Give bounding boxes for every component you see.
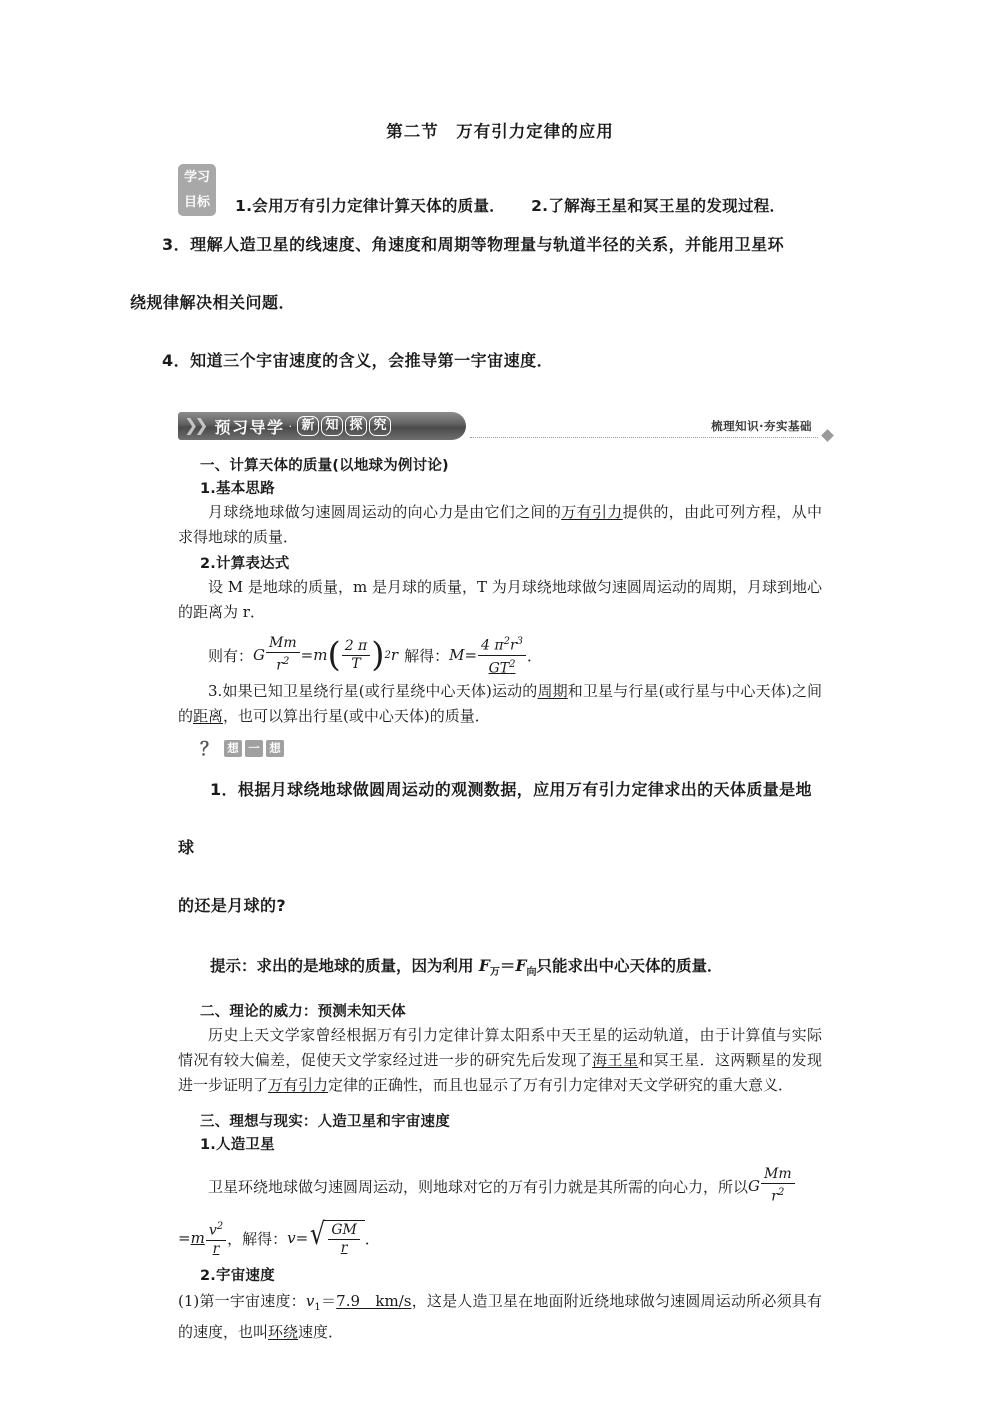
radical-content: [325, 1220, 365, 1256]
section2-para: [178, 1023, 822, 1098]
hint-F-gravity-sub: 万: [489, 967, 500, 979]
hint-equals: ＝: [499, 957, 516, 975]
GM-numerator: GM: [328, 1223, 360, 1240]
section2-heading: 二、理论的威力：预测未知天体: [200, 1004, 406, 1021]
result-numerator: [478, 634, 526, 656]
fill-blank-distance: 距离: [193, 707, 224, 725]
result-num-r: r: [509, 637, 517, 654]
section1-item3-b: 和卫星与行星(或行星与中心天: [567, 682, 771, 700]
den-r: r: [276, 657, 283, 674]
badge-line-2: 目标: [183, 195, 210, 210]
section-banner-bar: [178, 412, 466, 440]
section1-item3: [178, 679, 822, 729]
hint-line: [178, 951, 822, 988]
objective-item-3-continued: 绕规律解决相关问题．: [130, 293, 296, 312]
section1-item3-a: 3.如果已知卫星绕行星(或行星绕中心天体)运动的: [208, 682, 538, 700]
learning-objectives-block: [130, 164, 870, 216]
sat-den-r-exp: 2: [777, 1187, 785, 1199]
formula-M: M: [449, 646, 465, 664]
diamond-icon: [821, 429, 834, 442]
sat-equals-2: =: [295, 1229, 309, 1248]
cosmic-b: ，这是人造卫星在地面附近绕地球做匀速圆周运动所必须具: [411, 1292, 807, 1311]
page-title: 第二节 万有引力定律的应用: [386, 122, 614, 141]
banner-boxed-chars: [297, 416, 391, 436]
cosmic-c: 有的速度，也叫: [178, 1292, 822, 1342]
sat-fraction-num: Mm: [761, 1167, 795, 1184]
left-paren: (: [327, 635, 341, 675]
section1-para1: [178, 500, 822, 550]
sat-fraction-den: [761, 1184, 795, 1205]
v-symbol: v: [208, 1222, 217, 1239]
formula-mass-of-earth: [178, 633, 822, 677]
fraction-2pi-over-T: [342, 639, 371, 672]
fraction-result: [478, 634, 526, 676]
right-paren: ): [371, 635, 385, 675]
sat-solve-label: ，解得：: [227, 1229, 288, 1248]
r-denominator: r: [340, 1240, 348, 1257]
section3-sub1: 1.人造卫星: [200, 1137, 275, 1154]
objective-item-2: 2.了解海王星和冥王星的发现过程．: [531, 197, 786, 215]
objective-item-3: 3．理解人造卫星的线速度、角速度和周期等物理量与轨道半径的关系，并能用卫星环: [162, 235, 785, 254]
fill-blank-neptune: 海王星: [592, 1051, 639, 1070]
cosmic-equals: ＝: [320, 1292, 337, 1311]
formula-G: G: [253, 646, 265, 664]
fill-blank-first-cosmic-velocity: 7.9 km/s: [336, 1292, 412, 1311]
section2-para-c: 定律的正确性，而且也显示了万有引力定律对天文学研究的重大意义．: [328, 1076, 794, 1095]
sat-formula-G: G: [748, 1177, 760, 1196]
objective-item-1: 1.会用万有引力定律计算天体的质量．: [235, 197, 506, 215]
formula-label: 则有：: [208, 646, 254, 665]
banner-boxed-char-3: 探: [345, 416, 367, 436]
double-chevron-icon: ❯❯: [184, 416, 205, 436]
fraction-GM-over-r: [328, 1223, 360, 1256]
result-denominator: [478, 656, 526, 677]
result-den-exp: 2: [509, 658, 516, 670]
section3-sub2: 2.宇宙速度: [200, 1268, 275, 1285]
hint-F-centripetal-sub: 向: [526, 967, 537, 979]
v-exp: 2: [216, 1221, 224, 1233]
section-banner: [130, 412, 870, 442]
section2-para-b: 和冥王星．这两颗星的发现进一步证明了: [178, 1051, 822, 1095]
fraction-v2-over-r: [206, 1219, 226, 1257]
fraction-numerator: Mm: [266, 636, 300, 653]
banner-left-text: 预习导学: [214, 417, 285, 437]
think-badge: [178, 735, 822, 761]
banner-dotted-rule: [470, 437, 818, 438]
hint-text-a: 提示：求出的是地球的质量，因为利用: [210, 957, 479, 975]
formula-equals: =: [300, 646, 314, 664]
fill-blank-orbital-speed: 环绕: [268, 1323, 299, 1342]
sat-den-r: r: [771, 1188, 778, 1205]
result-num-r-exp: 3: [516, 635, 524, 647]
cosmic-velocity-para: [178, 1289, 822, 1345]
fraction-denominator-T: T: [351, 655, 361, 672]
sat-equals: =: [178, 1229, 191, 1248]
fraction-Mm-over-r2: [266, 636, 300, 674]
result-num-4pi: 4 π: [481, 637, 504, 654]
section3-heading: 三、理想与现实：人造卫星和宇宙速度: [200, 1114, 450, 1131]
section1-item3-d: ，也可以算出行星(或中心天体)的质量．: [223, 707, 490, 725]
section1-item3-c: 体)之间的: [178, 682, 822, 725]
hint-F-centripetal: F: [515, 956, 527, 975]
objective-item-4: 4．知道三个宇宙速度的含义，会推导第一宇宙速度．: [162, 351, 554, 370]
hint-text-b: 只能求出中心天体的质量．: [536, 957, 723, 975]
formula-equals-2: =: [464, 646, 478, 664]
section1-sub2: 2.计算表达式: [200, 556, 290, 572]
den-r-exp: 2: [282, 656, 290, 668]
formula-solve-label: 解得：: [404, 646, 450, 665]
sat-fraction-Mm-over-r2: [761, 1167, 795, 1205]
result-num-pi-exp: 2: [503, 635, 510, 647]
cosmic-v-symbol: v: [305, 1292, 315, 1311]
section2-para-a: 历史上天文学家曾经根据万有引力定律计算太阳系中天王星的运动轨道，由于计算值与实际情况有较大偏差，促使天文学家经过进一步的研究先后发现了: [178, 1026, 822, 1070]
objective-row-1: [130, 164, 870, 216]
banner-boxed-char-4: 究: [369, 416, 391, 436]
think-badge-char-3: 想: [266, 740, 284, 757]
banner-right-text: 梳理知识·夯实基础: [711, 419, 812, 433]
banner-dot: ·: [288, 419, 293, 433]
body-content: [130, 454, 870, 1345]
cosmic-v-subscript: 1: [314, 1302, 321, 1314]
sat-formula-period: ．: [364, 1229, 380, 1248]
banner-boxed-char-2: 知: [321, 416, 343, 436]
result-den-GT: GT: [488, 660, 510, 677]
fraction-denominator: [266, 653, 300, 674]
section1-sub1: 1.基本思路: [200, 481, 275, 497]
section1-heading: 一、计算天体的质量(以地球为例讨论): [200, 458, 449, 474]
cosmic-a: (1)第一宇宙速度：: [178, 1292, 306, 1311]
fraction-numerator-2pi: 2 π: [342, 639, 371, 656]
sat-m-blank: m: [190, 1229, 205, 1248]
question-1-line-2: 的还是月球的?: [178, 896, 287, 915]
section1-para1-b: 提供的，由此可列方程，从中求得地球的质量．: [178, 503, 822, 546]
radical-sign-icon: √: [310, 1217, 326, 1253]
section1-para2: 设 M 是地球的质量，m 是月球的质量，T 为月球绕地球做匀速圆周运动的周期，月球到地心的距离为 r．: [178, 578, 822, 621]
question-mark-icon: ？: [200, 739, 218, 760]
square-root-GM-over-r: [308, 1217, 365, 1257]
section3-para-with-formula: [178, 1164, 822, 1208]
v2-numerator: [206, 1219, 226, 1241]
section1-para1-a: 月球绕地球做匀速圆周运动的向心力是由它们之间的: [208, 503, 562, 521]
badge-line-1: 学习: [183, 170, 210, 185]
cosmic-d: 速度．: [298, 1323, 344, 1342]
learning-objectives-badge: [178, 164, 216, 216]
fill-blank-period: 周期: [537, 682, 568, 700]
hint-F-gravity: F: [478, 956, 490, 975]
think-badge-char-1: 想: [224, 740, 242, 757]
section3-para-a: 卫星环绕地球做匀速圆周运动，则地球对它的万有引力就是其所需的向心力，所以: [208, 1177, 749, 1196]
fill-blank-gravitation-2: 万有引力: [268, 1076, 329, 1095]
paren-exponent: 2: [384, 649, 391, 661]
think-badge-char-2: 一: [245, 740, 263, 757]
formula-period: ．: [527, 646, 543, 665]
formula-orbital-velocity: [178, 1216, 822, 1260]
v2-denominator: r: [212, 1240, 220, 1257]
formula-m: m: [313, 646, 328, 664]
formula-r: r: [390, 646, 399, 664]
sat-v-label: v: [287, 1229, 296, 1248]
fill-blank-gravitation: 万有引力: [561, 503, 623, 521]
question-1-line-1: 1．根据月球绕地球做圆周运动的观测数据，应用万有引力定律求出的天体质量是地球: [178, 780, 812, 857]
banner-boxed-char-1: 新: [297, 416, 319, 436]
